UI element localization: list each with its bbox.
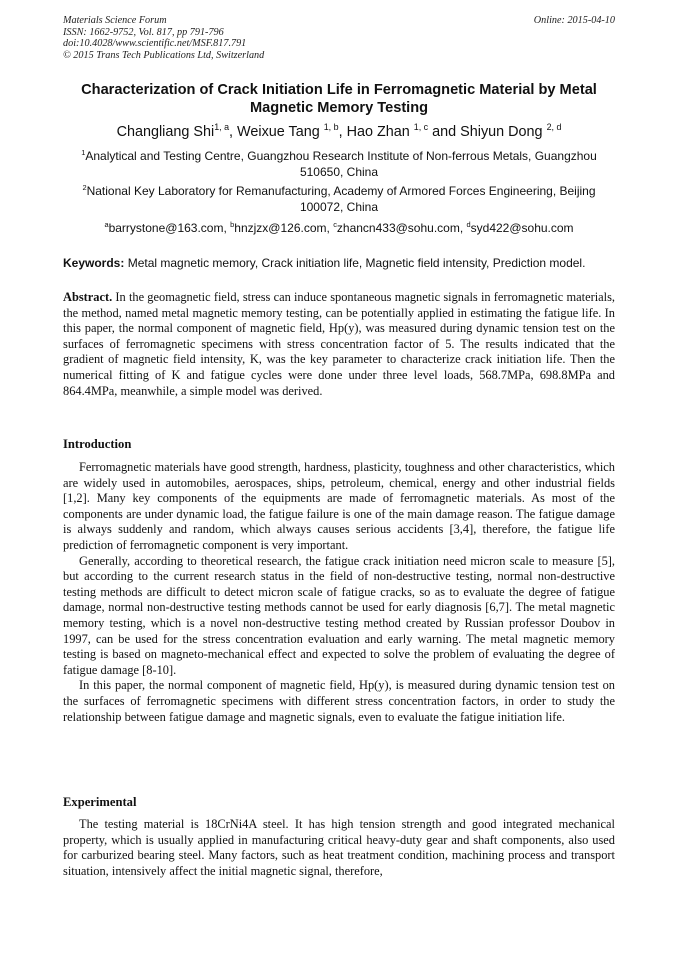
keywords [63,256,623,271]
keywords-text: Metal magnetic memory, Crack initiation life, Magnetic field intensity, Prediction model. [124,256,586,270]
author-emails: $^a$barrystone@163.com, $^b$hnzjzx@126.com, $^c$zhancn433@sohu.com, $^d$syd422@sohu.com [104,220,574,235]
introduction-heading: Introduction [63,437,132,451]
email-link[interactable]: hnzjzx@126.com, [234,221,334,235]
affiliation-1: $^1$Analytical and Testing Centre, Guangzhou Research Institute of Non-ferrous Metals, Guangzhou 510650, China [81,148,597,179]
keywords-label: Keywords: [63,256,125,270]
journal-header [63,15,615,61]
online-date: Online: 2015-04-10 [533,15,615,26]
issn-line: ISSN: 1662-9752, Vol. 817, pp 791-796 [63,26,224,38]
email-link[interactable]: syd422@sohu.com [470,221,574,235]
author-list [63,122,615,142]
abstract-text: In the geomagnetic field, stress can induce spontaneous magnetic signals in ferromagnetic materials, the method, named metal magnetic memory testing, can be potentially applied in estimating the fatigue life. In this paper, the normal component of magnetic field, Hp(y), was measured during dynamic tension test on the surfaces of ferromagnetic specimens with stress concentration factor of 5. The results indicated that the gradient of magnetic field intensity, K, was the key parameter to characterize crack initiation life. Then the numerical fitting of K and fatigue cycles were done under three level loads, 568.7MPa, 698.8MPa and 864.4MPa, meanwhile, a simple model was derived. [63,290,615,398]
experimental-body [63,817,615,879]
author: Shiyun Dong $^{2, d}$ [460,122,562,140]
doi-line: doi:10.4028/www.scientific.net/MSF.817.791 [63,38,247,50]
paper-title: Characterization of Crack Initiation Life in Ferromagnetic Material by Metal Magnetic Memory Testing [81,82,597,116]
paragraph: The testing material is 18CrNi4A steel. It has high tension strength and good integrated mechanical property, which is usually applied in manufacturing critical heavy-duty gear and shaft components, also used for carburized bearing steel. Many factors, such as heat treatment condition, machining process and transport situation, intensively affect the initial magnetic signal, therefore, [63,817,615,878]
author: Changliang Shi$^{1, a}$, [116,122,238,140]
email-link[interactable]: zhancn433@sohu.com, [336,221,467,235]
journal-name: Materials Science Forum [63,15,167,26]
email-link[interactable]: barrystone@163.com, [108,221,231,235]
author: Weixue Tang $^{1, b}$, [237,122,347,140]
author: Hao Zhan $^{1, c}$ and [346,122,461,140]
introduction-body [63,460,615,725]
paragraph: In this paper, the normal component of magnetic field, Hp(y), is measured during dynamic tension test on the surfaces of ferromagnetic specimens with different stress concentration factors, in order to study the relationship between fatigue damage and magnetic signals, even to evaluate the fatigue initiation life. [63,678,615,724]
affiliation-2: $^2$National Key Laboratory for Remanufacturing, Academy of Armored Forces Engineering, Beijing 100072, China [82,183,596,214]
abstract-label: Abstract. [63,290,113,304]
paragraph: Generally, according to theoretical research, the fatigue crack initiation need micron scale to measure [5], but according to the current research status in the field of non-destructive testing, normal non-destructive testing methods are difficult to detect micron scale of fatigue cracks, so as to evaluate the degree of fatigue damage, normal non-destructive testing methods cannot be used for early diagnosis [6,7]. The metal magnetic memory testing, which is a novel non-destructive testing method created by Russian professor Doubov in 1997, can be used for the stress concentration evaluation and early warning. The metal magnetic memory testing is based on magneto-mechanical effect and expected to solve the problem of evaluating the degree of fatigue damage [8-10]. [63,553,615,677]
experimental-heading: Experimental [63,795,137,809]
copyright-line: © 2015 Trans Tech Publications Ltd, Switzerland [63,49,265,61]
abstract [63,290,615,399]
paragraph: Ferromagnetic materials have good strength, hardness, plasticity, toughness and other characteristics, which are widely used in automobiles, aerospaces, ships, petroleum, chemical, energy and other industrial fields [1,2]. Many key components of the equipments are made of ferromagnetic materials. As most of the components are under dynamic load, the fatigue failure is one of the main damage reason. The fatigue damage is always suddenly and random, which always causes serious accidents [3,4], therefore, the fatigue life prediction of ferromagnetic component is very important. [63,460,615,552]
